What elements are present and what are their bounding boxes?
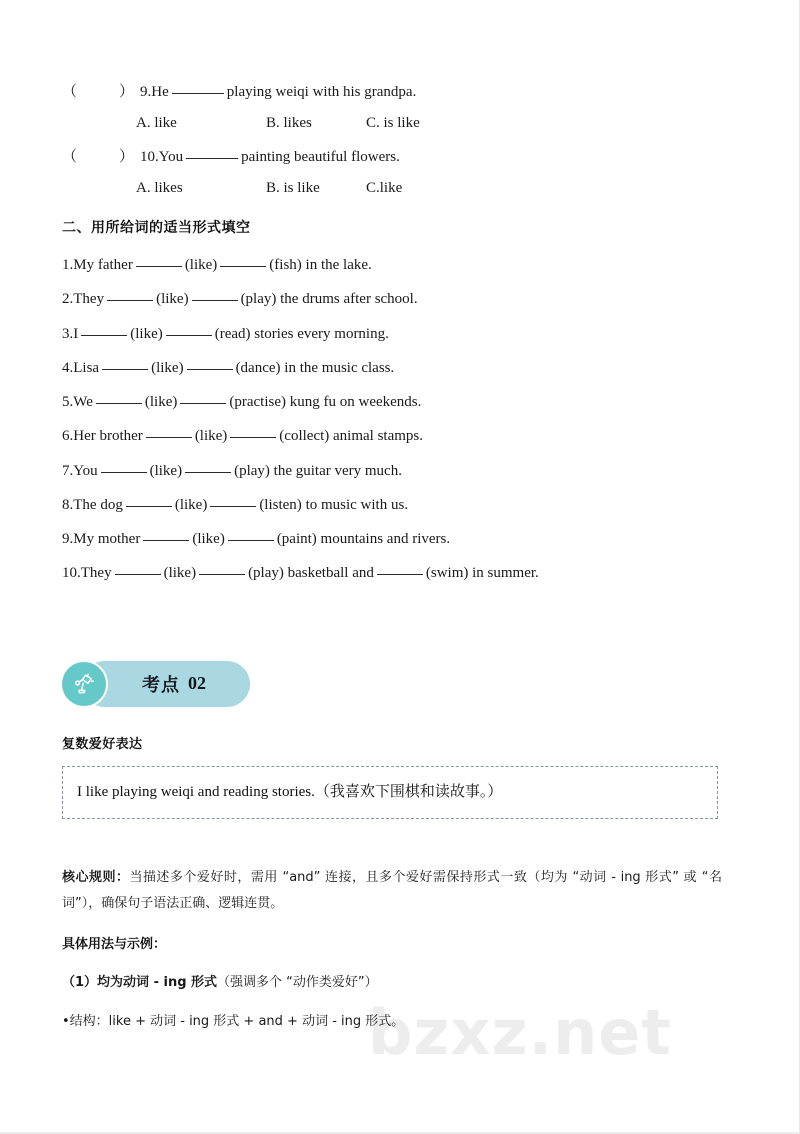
mc-option-c[interactable]: C.like [366, 179, 403, 196]
fill-blank[interactable] [166, 335, 212, 336]
fill-item-5 [62, 394, 737, 411]
mc-stem-before: He [151, 84, 169, 100]
fill-item-cue-1: (like) [192, 531, 225, 547]
mc-stem-after: painting beautiful flowers. [241, 148, 400, 165]
fill-item-number: 6. [62, 428, 74, 445]
fill-blank[interactable] [101, 472, 147, 473]
core-rule-paragraph [62, 865, 722, 918]
fill-item-7 [62, 463, 737, 480]
key-point-badge-row [62, 661, 737, 707]
fill-item-cue-3: (swim) [425, 565, 469, 582]
fill-item-3 [62, 326, 737, 343]
usage-structure: •结构：like + 动词 - ing 形式 + and + 动词 - ing 形式。 [62, 1014, 405, 1030]
fill-item-tail: the guitar very much. [273, 462, 402, 479]
fill-item-subject: My father [73, 257, 133, 273]
fill-blank[interactable] [115, 574, 161, 575]
fill-item-cue-2: (practise) [229, 394, 286, 410]
fill-item-cue-1: (like) [156, 291, 189, 308]
fill-item-tail: kung fu on weekends. [289, 394, 422, 410]
fill-item-cue-1: (like) [194, 428, 228, 445]
fill-blank[interactable] [126, 506, 172, 507]
fill-item-subject: We [73, 394, 93, 410]
mc-options-10 [62, 180, 737, 197]
mc-question-10 [62, 149, 737, 166]
fill-item-tail: to music with us. [305, 496, 409, 513]
core-rule-text: 当描述多个爱好时，需用 “and” 连接，且多个爱好需保持形式一致（均为 “动词 - ing 形式” 或 “名词”），确保句子语法正确、逻辑连贯。 [62, 869, 722, 912]
fill-item-tail: in the music class. [284, 359, 395, 376]
fill-item-cue-2: (dance) [235, 359, 281, 376]
mc-question-9 [62, 84, 737, 101]
fill-item-2 [62, 291, 737, 308]
fill-item-tail: mountains and rivers. [320, 531, 451, 547]
fill-item-cue-1: (like) [163, 565, 197, 582]
mc-options-9 [62, 115, 737, 132]
fill-item-number: 5. [62, 394, 74, 410]
fill-item-subject: Lisa [73, 359, 100, 376]
mc-question-number: 9. [140, 84, 152, 100]
fill-blank[interactable] [180, 403, 226, 404]
fill-blank[interactable] [143, 540, 189, 541]
fill-blank[interactable] [210, 506, 256, 507]
fill-blank[interactable] [199, 574, 245, 575]
fill-item-cue-2: (listen) [259, 496, 302, 513]
fill-item-cue-1: (like) [184, 257, 218, 273]
mc-paren-close: ） [119, 148, 135, 165]
fill-item-tail-2: in summer. [472, 565, 539, 582]
mc-option-b[interactable]: B. is like [266, 179, 320, 196]
fill-item-cue-2: (play) [248, 565, 284, 582]
fill-item-4 [62, 360, 737, 377]
desk-lamp-icon [62, 662, 106, 706]
mc-paren-open: （ [62, 84, 78, 100]
fill-blank[interactable] [185, 472, 231, 473]
fill-item-cue-2: (paint) [276, 531, 317, 547]
fill-item-tail: in the lake. [305, 257, 372, 273]
fill-item-cue-2: (read) [214, 325, 251, 342]
usage-item-1-strong: （1）均为动词 - ing 形式 [62, 975, 218, 991]
fill-item-cue-1: (like) [130, 325, 163, 342]
usage-item-1 [62, 970, 737, 997]
fill-item-cue-1: (like) [149, 462, 183, 479]
fill-blank[interactable] [96, 403, 142, 404]
fill-blank[interactable] [192, 300, 238, 301]
fill-blank[interactable] [136, 266, 182, 267]
fill-item-subject: My mother [73, 531, 141, 547]
fill-blank[interactable] [230, 437, 276, 438]
key-point-sub-heading: 复数爱好表达 [62, 736, 143, 752]
fill-item-6 [62, 428, 737, 445]
mc-stem-before: You [158, 148, 184, 165]
fill-item-number: 3. [62, 325, 74, 342]
fill-item-tail: animal stamps. [333, 428, 424, 445]
mc-stem-after: playing weiqi with his grandpa. [226, 84, 417, 100]
fill-item-number: 10. [62, 565, 81, 582]
fill-item-1 [62, 257, 737, 274]
key-point-badge[interactable] [82, 661, 250, 707]
example-box [62, 766, 718, 819]
fill-blank[interactable] [146, 437, 192, 438]
fill-blank[interactable] [228, 540, 274, 541]
fill-item-tail: basketball and [287, 565, 374, 582]
mc-question-number: 10. [140, 148, 159, 165]
fill-item-subject: They [73, 291, 105, 308]
fill-item-number: 1. [62, 257, 74, 273]
fill-blank[interactable] [107, 300, 153, 301]
fill-item-tail: stories every morning. [254, 325, 389, 342]
fill-item-10 [62, 565, 737, 582]
fill-item-number: 9. [62, 531, 74, 547]
mc-option-a[interactable]: A. likes [136, 179, 183, 196]
fill-item-subject: You [73, 462, 98, 479]
mc-option-b[interactable]: B. likes [266, 115, 312, 132]
fill-blank[interactable] [81, 335, 127, 336]
fill-item-subject: They [80, 565, 112, 582]
usage-item-1-rest: （强调多个 “动作类爱好”） [217, 975, 378, 991]
watermark: bzxz.net [368, 996, 672, 1069]
fill-blank[interactable] [186, 158, 238, 159]
fill-blank[interactable] [220, 266, 266, 267]
mc-option-a[interactable]: A. like [136, 115, 177, 132]
fill-item-number: 4. [62, 359, 74, 376]
mc-option-c[interactable]: C. is like [366, 115, 420, 132]
fill-item-tail: the drums after school. [280, 291, 418, 308]
fill-item-subject: I [73, 325, 79, 342]
fill-item-cue-2: (play) [240, 291, 277, 308]
fill-item-9 [62, 531, 737, 548]
fill-item-cue-1: (like) [151, 359, 184, 376]
fill-item-8 [62, 497, 737, 514]
fill-item-number: 2. [62, 291, 74, 308]
fill-item-cue-2: (play) [234, 462, 270, 479]
core-rule-label: 核心规则： [62, 869, 130, 885]
mc-paren-close: ） [119, 84, 135, 100]
fill-item-cue-1: (like) [174, 496, 208, 513]
section-two-heading: 二、用所给词的适当形式填空 [62, 220, 251, 236]
fill-blank[interactable] [377, 574, 423, 575]
fill-blank[interactable] [102, 369, 148, 370]
key-point-number: 02 [188, 673, 206, 693]
mc-paren-open: （ [62, 148, 78, 165]
fill-item-cue-2: (fish) [269, 257, 302, 273]
fill-item-subject: Her brother [73, 428, 143, 445]
fill-item-subject: The dog [73, 496, 123, 513]
fill-item-cue-2: (collect) [279, 428, 330, 445]
usage-heading: 具体用法与示例： [62, 936, 167, 952]
example-sentence: I like playing weiqi and reading stories.（我喜欢下围棋和读故事。） [77, 783, 503, 800]
fill-item-number: 8. [62, 496, 74, 513]
fill-blank[interactable] [187, 369, 233, 370]
key-point-label: 考点 [142, 674, 180, 696]
fill-blank[interactable] [172, 93, 224, 94]
fill-item-number: 7. [62, 462, 74, 479]
fill-item-cue-1: (like) [144, 394, 178, 410]
